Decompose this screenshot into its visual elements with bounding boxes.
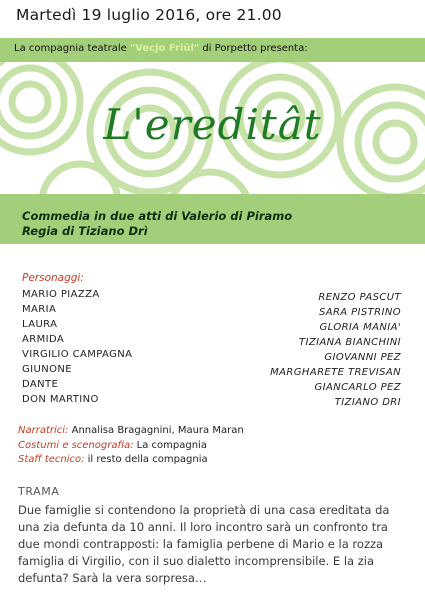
event-date: Martedì 19 luglio 2016, ore 21.00: [16, 6, 282, 24]
actor-name: SARA PISTRINO: [318, 307, 401, 318]
credit-staff: [18, 453, 244, 468]
credit-value: La compagnia: [133, 439, 207, 451]
cast-heading: Personaggi:: [22, 272, 84, 284]
play-title: L'ereditât: [103, 100, 322, 149]
credit-label: Costumi e scenografia:: [18, 439, 134, 451]
credit-costumes: [18, 439, 244, 454]
author-line: Commedia in due atti di Valerio di Piramo: [22, 209, 293, 223]
credits: [18, 424, 244, 468]
presents-prefix: La compagnia teatrale: [14, 43, 130, 54]
credit-label: Staff tecnico:: [18, 454, 85, 465]
actor-name: MARGHARETE TREVISAN: [270, 367, 401, 378]
synopsis-text: Due famiglie si contendono la proprietà di una casa ereditata da una zia defunta da 10 anni. Il loro incontro sarà un confronto tra due mondi contrapposti: la famiglia perbene di Mario e la rozza famiglia di Virgilio, con il suo dialetto incomprensibile. E la zia defunta? Sarà la vera sorpresa…: [18, 503, 390, 585]
actor-name: GIANCARLO PEZ: [314, 382, 401, 393]
actor-name: TIZIANO DRI: [334, 397, 401, 408]
director-line: Regia di Tiziano Drì: [22, 224, 148, 238]
role-name: MARIA: [22, 304, 57, 315]
cast-roles: [22, 287, 132, 407]
actor-name: RENZO PASCUT: [318, 292, 401, 303]
role-name: MARIO PIAZZA: [22, 289, 100, 300]
credit-value: Annalisa Bragagnini, Maura Maran: [68, 425, 244, 436]
credit-value: il resto della compagnia: [84, 454, 208, 465]
role-name: DANTE: [22, 379, 59, 390]
credit-label: Narratrici:: [18, 425, 69, 436]
play-subtitle: [22, 209, 292, 239]
actor-name: GLORIA MANIA': [319, 322, 401, 333]
credit-narrators: [18, 424, 244, 439]
role-name: VIRGILIO CAMPAGNA: [22, 349, 133, 360]
role-name: GIUNONE: [22, 364, 72, 375]
role-name: DON MARTINO: [22, 394, 99, 405]
role-name: ARMIDA: [22, 334, 65, 345]
actor-name: TIZIANA BIANCHINI: [298, 337, 401, 348]
cast-actors: [270, 290, 401, 410]
actor-name: GIOVANNI PEZ: [324, 352, 401, 363]
presents-suffix: di Porpetto presenta:: [199, 43, 308, 54]
presents-line: [14, 43, 308, 54]
company-name: "Vecjo Friûl": [129, 43, 200, 54]
synopsis-heading: TRAMA: [18, 485, 60, 498]
role-name: LAURA: [22, 319, 58, 330]
